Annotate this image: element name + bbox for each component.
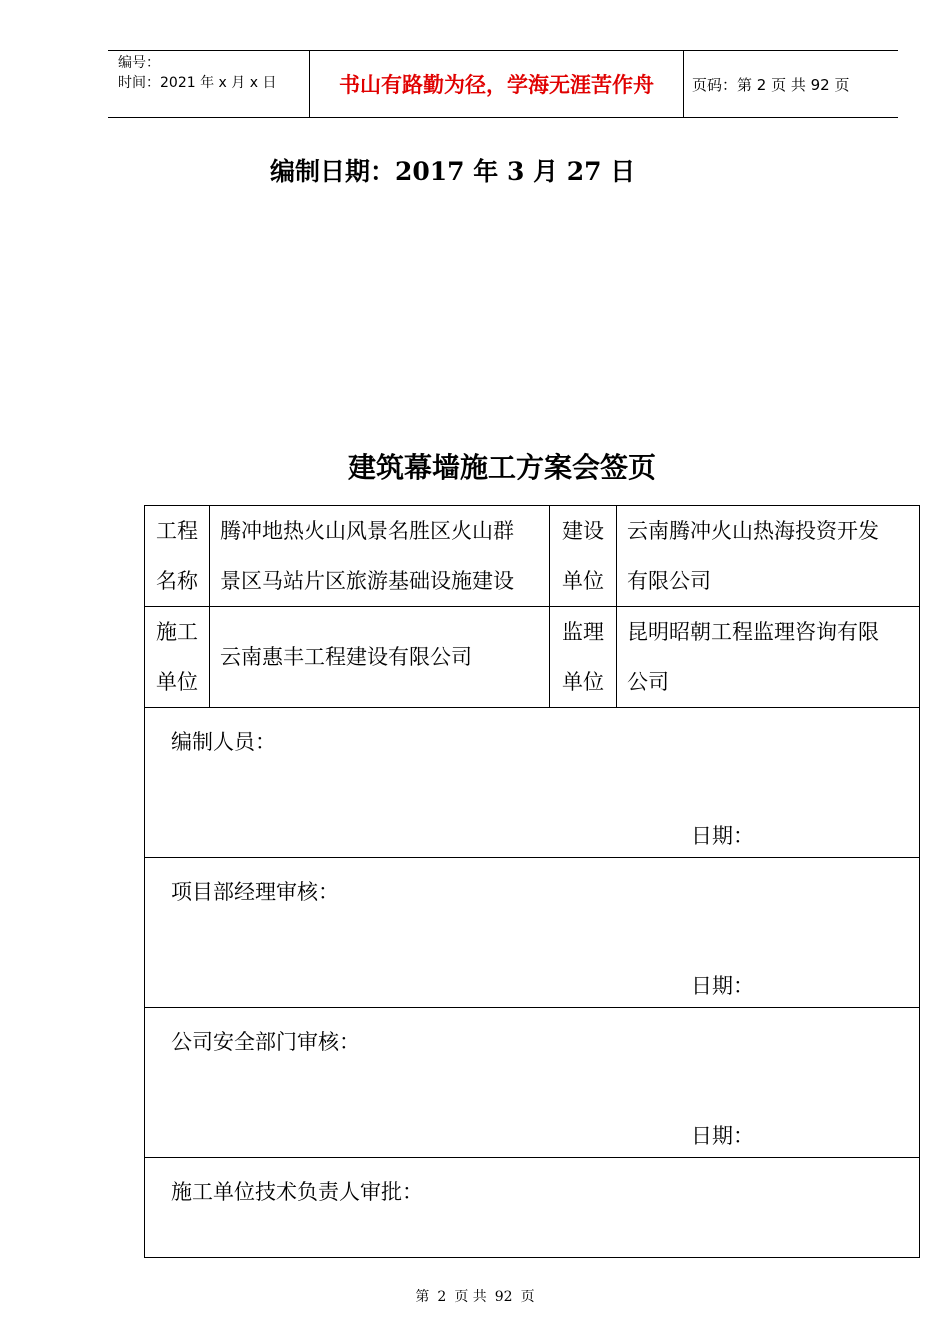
document-title: 建筑幕墙施工方案会签页 <box>347 451 656 484</box>
contractor-value: 云南惠丰工程建设有限公司 <box>210 607 550 708</box>
table-row <box>145 1008 920 1158</box>
table-row <box>145 506 920 607</box>
contractor-label: 施工 单位 <box>145 607 210 708</box>
signoff-label: 施工单位技术负责人审批： <box>171 1180 423 1204</box>
signoff-date: 日期： <box>691 1124 754 1148</box>
compile-date: 编制日期：2017 年 3 月 27 日 <box>270 157 636 186</box>
signoff-project-manager <box>145 858 920 1008</box>
table-row <box>145 858 920 1008</box>
signoff-technical-lead <box>145 1158 920 1258</box>
supervisor-value: 昆明昭朝工程监理咨询有限 公司 <box>617 607 920 708</box>
project-name-label: 工程 名称 <box>145 506 210 607</box>
header-motto: 书山有路勤为径，学海无涯苦作舟 <box>339 73 654 97</box>
signoff-date: 日期： <box>691 824 754 848</box>
owner-value: 云南腾冲火山热海投资开发 有限公司 <box>617 506 920 607</box>
signoff-label: 编制人员： <box>171 730 276 754</box>
header-time: 时间：2021 年 x 月 x 日 <box>118 75 277 91</box>
signoff-label: 公司安全部门审核： <box>171 1030 360 1054</box>
header-divider <box>683 50 684 118</box>
signoff-table <box>144 505 920 1258</box>
owner-label: 建设 单位 <box>550 506 617 607</box>
table-row <box>145 607 920 708</box>
signoff-safety-dept <box>145 1008 920 1158</box>
project-name-value: 腾冲地热火山风景名胜区火山群 景区马站片区旅游基础设施建设 <box>210 506 550 607</box>
header-meta <box>118 53 276 93</box>
footer-page: 2 <box>437 1289 447 1305</box>
signoff-date: 日期： <box>691 974 754 998</box>
header-page-number: 页码：第 2 页 共 92 页 <box>692 75 850 94</box>
header-number: 编号： <box>118 55 160 71</box>
table-row <box>145 1158 920 1258</box>
footer-total: 92 <box>494 1289 513 1305</box>
supervisor-label: 监理 单位 <box>550 607 617 708</box>
page-footer: 第 2 页 共 92 页 <box>415 1289 535 1305</box>
signoff-compiler <box>145 708 920 858</box>
signoff-label: 项目部经理审核： <box>171 880 339 904</box>
table-row <box>145 708 920 858</box>
